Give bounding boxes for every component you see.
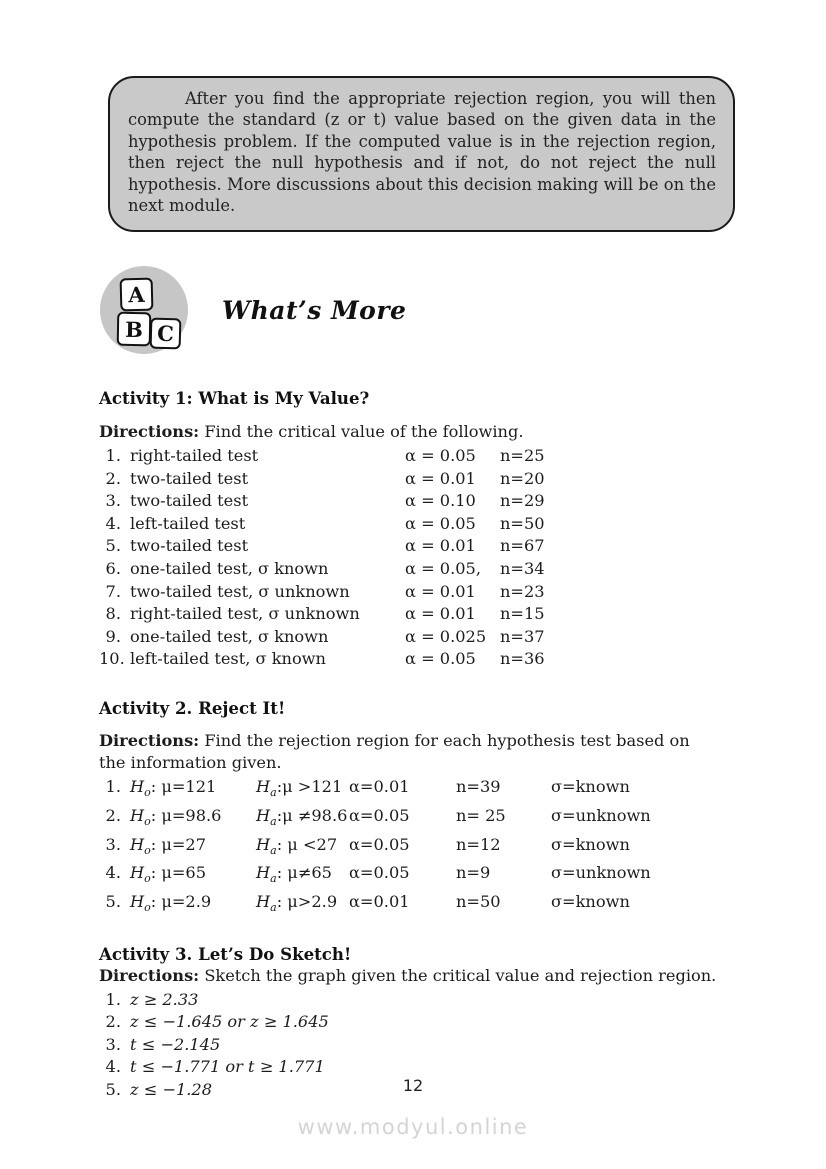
list-item: [99, 513, 744, 536]
h-subscript: a: [270, 786, 277, 800]
list-item: [99, 603, 744, 626]
null-hypothesis: [121, 805, 256, 834]
sample-size: n=15: [500, 604, 545, 624]
list-item: [99, 805, 744, 834]
sigma-status: σ=known: [551, 776, 630, 796]
activity-3-title: Activity 3. Let’s Do Sketch!: [99, 944, 352, 965]
alpha-value: α = 0.05: [405, 446, 476, 465]
alpha-value: α=0.01: [349, 892, 410, 912]
list-item: [99, 558, 744, 581]
alpha-value: α=0.05: [349, 805, 410, 825]
list-item: [99, 834, 744, 863]
item-number: 8.: [105, 604, 121, 624]
rejection-region-expression: z ≥ 2.33: [130, 990, 199, 1010]
activity-2: [99, 698, 744, 920]
h-subscript: o: [144, 901, 151, 915]
sample-size: n= 25: [456, 805, 506, 825]
list-item: [99, 445, 744, 468]
list-item: [99, 490, 744, 513]
sigma-status: σ=unknown: [551, 863, 651, 883]
alpha-value: α=0.01: [349, 776, 410, 796]
hypothesis-value: :μ ≠98.6: [276, 805, 348, 825]
test-type: left-tailed test: [130, 513, 246, 533]
sample-size: n=39: [456, 776, 501, 796]
item-number: 3.: [105, 1034, 121, 1054]
alpha-value: α = 0.05,: [405, 558, 481, 578]
item-number: 4.: [105, 1057, 121, 1077]
h-subscript: a: [270, 901, 277, 915]
list-item: [99, 581, 744, 604]
activity-1-title: Activity 1: What is My Value?: [99, 388, 370, 408]
item-number: 5.: [105, 1079, 121, 1099]
hypothesis-value: : μ=65: [150, 863, 207, 883]
alpha-value: α=0.05: [349, 834, 410, 854]
alpha-value: α = 0.01: [405, 581, 476, 601]
hypothesis-value: : μ=2.9: [150, 892, 212, 912]
whats-more-header: [100, 266, 406, 354]
item-number: 5.: [105, 892, 121, 912]
alt-hypothesis: [256, 891, 349, 920]
activity-1-list: [99, 445, 744, 671]
rejection-region-expression: z ≤ −1.645 or z ≥ 1.645: [130, 1012, 329, 1032]
list-item: [99, 891, 744, 920]
h-symbol: H: [130, 776, 145, 796]
h-subscript: a: [270, 872, 277, 886]
alt-hypothesis: [256, 862, 349, 891]
h-symbol: H: [130, 805, 145, 825]
item-number: 1.: [105, 990, 121, 1010]
sample-size: n=25: [500, 446, 545, 465]
directions-label: Directions:: [99, 422, 200, 441]
item-number: 5.: [105, 536, 121, 556]
item-number: 3.: [105, 491, 121, 511]
sigma-status: σ=known: [551, 892, 630, 912]
item-number: 1.: [105, 446, 121, 465]
test-type: one-tailed test, σ known: [130, 626, 329, 646]
item-number: 2.: [105, 468, 121, 488]
activity-2-title: Activity 2. Reject It!: [99, 697, 286, 718]
abc-block-c: C: [150, 318, 182, 350]
directions-label: Directions:: [99, 730, 200, 750]
activity-2-list: [99, 776, 744, 920]
test-type: two-tailed test: [130, 536, 249, 556]
hypothesis-value: : μ=98.6: [150, 805, 222, 825]
page-number: 12: [402, 1076, 424, 1095]
item-number: 7.: [105, 581, 121, 601]
alt-hypothesis: [256, 834, 349, 863]
null-hypothesis: [121, 891, 256, 920]
alpha-value: α = 0.05: [405, 513, 476, 533]
h-symbol: H: [256, 892, 271, 912]
h-symbol: H: [256, 776, 271, 796]
h-subscript: a: [270, 843, 277, 857]
rejection-region-expression: t ≤ −1.771 or t ≥ 1.771: [130, 1057, 325, 1077]
null-hypothesis: [121, 862, 256, 891]
sigma-status: σ=unknown: [551, 805, 651, 825]
item-number: 10.: [99, 649, 125, 669]
abc-block-a: A: [120, 278, 154, 312]
sample-size: n=50: [456, 892, 501, 912]
sample-size: n=20: [500, 468, 545, 488]
h-symbol: H: [256, 805, 271, 825]
item-number: 4.: [105, 513, 121, 533]
hypothesis-value: : μ=121: [150, 776, 217, 796]
intro-note-box: [108, 76, 735, 232]
activity-1: [99, 388, 744, 671]
alpha-value: α = 0.025: [405, 626, 487, 646]
list-item: [99, 1034, 744, 1056]
h-subscript: o: [144, 843, 151, 857]
h-symbol: H: [256, 863, 271, 883]
h-subscript: a: [270, 815, 277, 828]
sigma-status: σ=known: [551, 834, 630, 854]
item-number: 4.: [105, 863, 121, 883]
rejection-region-expression: z ≤ −1.28: [130, 1079, 212, 1099]
alt-hypothesis: [256, 776, 349, 805]
abc-block-b: B: [117, 312, 152, 347]
sample-size: n=36: [500, 649, 545, 669]
test-type: two-tailed test, σ unknown: [130, 581, 350, 601]
watermark: www.modyul.online: [297, 1115, 529, 1139]
hypothesis-value: : μ>2.9: [276, 892, 338, 912]
directions-text: Find the critical value of the following.: [204, 422, 524, 441]
list-item: [99, 468, 744, 491]
sample-size: n=12: [456, 834, 501, 854]
alpha-value: α = 0.01: [405, 468, 476, 488]
intro-note-text: After you find the appropriate rejection region, you will then compute the standard (z or t) value based on the given data in the hypothesis problem. If the computed value is in the rejection region, then reject the null hypothesis and if not, do not reject the null hypothesis. More discussions about this decision making will be on the next module.: [128, 89, 716, 216]
h-subscript: o: [144, 815, 151, 828]
directions-text: Find the rejection region for each hypothesis test based on the information given.: [99, 730, 690, 772]
alpha-value: α = 0.05: [405, 649, 476, 669]
hypothesis-value: : μ <27: [276, 834, 338, 854]
list-item: [99, 862, 744, 891]
sample-size: n=23: [500, 581, 545, 601]
item-number: 1.: [105, 776, 121, 796]
hypothesis-value: : μ≠65: [276, 863, 332, 883]
h-symbol: H: [130, 834, 145, 854]
sample-size: n=29: [500, 491, 545, 511]
activity-3-directions: [99, 965, 744, 987]
test-type: two-tailed test: [130, 468, 249, 488]
list-item: [99, 1011, 744, 1033]
hypothesis-value: :μ >121: [276, 776, 343, 796]
directions-text: Sketch the graph given the critical value and rejection region.: [204, 966, 717, 986]
test-type: right-tailed test, σ unknown: [130, 604, 360, 624]
rejection-region-expression: t ≤ −2.145: [130, 1034, 221, 1054]
null-hypothesis: [121, 776, 256, 805]
activities-container: [99, 388, 744, 1101]
sample-size: n=37: [500, 626, 545, 646]
sample-size: n=67: [500, 536, 545, 556]
list-item: [99, 626, 744, 649]
alpha-value: α = 0.01: [405, 536, 476, 556]
section-title: What’s More: [222, 295, 407, 325]
h-symbol: H: [130, 892, 145, 912]
item-number: 9.: [105, 626, 121, 646]
item-number: 3.: [105, 834, 121, 854]
null-hypothesis: [121, 834, 256, 863]
list-item: [99, 535, 744, 558]
alpha-value: α = 0.01: [405, 604, 476, 624]
alpha-value: α=0.05: [349, 863, 410, 883]
alt-hypothesis: [256, 805, 349, 834]
directions-label: Directions:: [99, 966, 200, 986]
list-item: [99, 648, 744, 671]
test-type: right-tailed test: [130, 446, 259, 465]
test-type: one-tailed test, σ known: [130, 558, 329, 578]
h-subscript: o: [144, 872, 151, 886]
list-item: [99, 776, 744, 805]
abc-blocks-icon: [100, 266, 188, 354]
alpha-value: α = 0.10: [405, 491, 476, 511]
list-item: [99, 989, 744, 1011]
item-number: 2.: [105, 805, 121, 825]
sample-size: n=50: [500, 513, 545, 533]
item-number: 2.: [105, 1012, 121, 1032]
activity-1-directions: [99, 421, 744, 443]
h-symbol: H: [130, 863, 145, 883]
sample-size: n=9: [456, 863, 491, 883]
activity-2-directions: [99, 730, 721, 774]
item-number: 6.: [105, 558, 121, 578]
h-symbol: H: [256, 834, 271, 854]
hypothesis-value: : μ=27: [150, 834, 207, 854]
test-type: left-tailed test, σ known: [130, 649, 326, 669]
test-type: two-tailed test: [130, 491, 249, 511]
sample-size: n=34: [500, 558, 545, 578]
h-subscript: o: [144, 786, 151, 800]
